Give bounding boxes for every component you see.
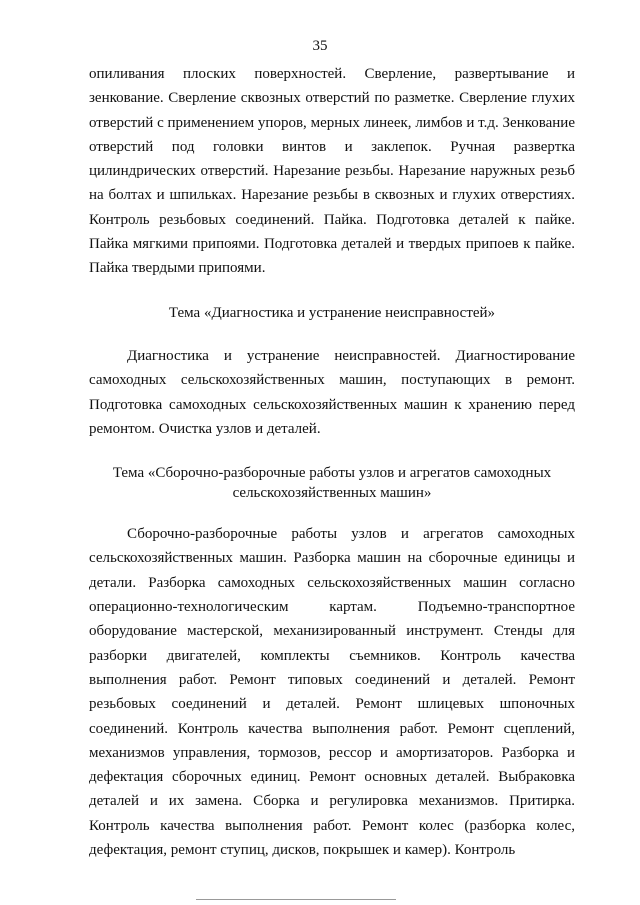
section-heading-assembly-line1: Тема «Сборочно-разборочные работы узлов и агрегатов самоходных xyxy=(112,465,552,482)
document-body xyxy=(89,62,575,862)
page-bottom-edge xyxy=(196,899,396,900)
paragraph-assembly: Сборочно-разборочные работы узлов и агрегатов самоходных сельскохозяйственных машин. Разборка машин на сборочные единицы и детали. Разборка самоходных сельскохозяйственных машин согласно операционно-технологическим картам. Подъемно-транспортное оборудование мастерской, механизированный инструмент. Стенды для разборки двигателей, комплекты съемников. Контроль качества выполнения работ. Ремонт типовых соединений и деталей. Ремонт резьбовых соединений и деталей. Ремонт шлицевых шпоночных соединений. Контроль качества выполнения работ. Ремонт сцеплений, механизмов управления, тормозов, рессор и амортизаторов. Разборка и дефектация сборочных единиц. Ремонт основных деталей. Выбраковка деталей и их замена. Сборка и регулировка механизмов. Притирка. Контроль качества выполнения работ. Ремонт колес (разборка колес, дефектация, ремонт ступиц, дисков, покрышек и камер). Контроль xyxy=(89,526,575,859)
section-heading-assembly-line2: сельскохозяйственных машин» xyxy=(232,485,432,502)
paragraph-continuation: опиливания плоских поверхностей. Сверление, развертывание и зенкование. Сверление сквозных отверстий по разметке. Сверление глухих отверстий с применением упоров, мерных линеек, лимбов и т.д. Зенкование отверстий под головки винтов и заклепок. Ручная развертка цилиндрических отверстий. Нарезание резьбы. Нарезание наружных резьб на болтах и шпильках. Нарезание резьбы в сквозных и глухих отверстиях. Контроль резьбовых соединений. Пайка. Подготовка деталей к пайке. Пайка мягкими припоями. Подготовка деталей и твердых припоев к пайке. Пайка твердыми припоями. xyxy=(89,66,575,277)
paragraph-diagnostics: Диагностика и устранение неисправностей. Диагностирование самоходных сельскохозяйственных машин, поступающих в ремонт. Подготовка самоходных сельскохозяйственных машин к хранению перед ремонтом. Очистка узлов и деталей. xyxy=(89,347,575,437)
section-heading-assembly xyxy=(89,463,575,503)
section-heading-diagnostics: Тема «Диагностика и устранение неисправностей» xyxy=(168,304,496,321)
page-number: 35 xyxy=(312,38,328,54)
